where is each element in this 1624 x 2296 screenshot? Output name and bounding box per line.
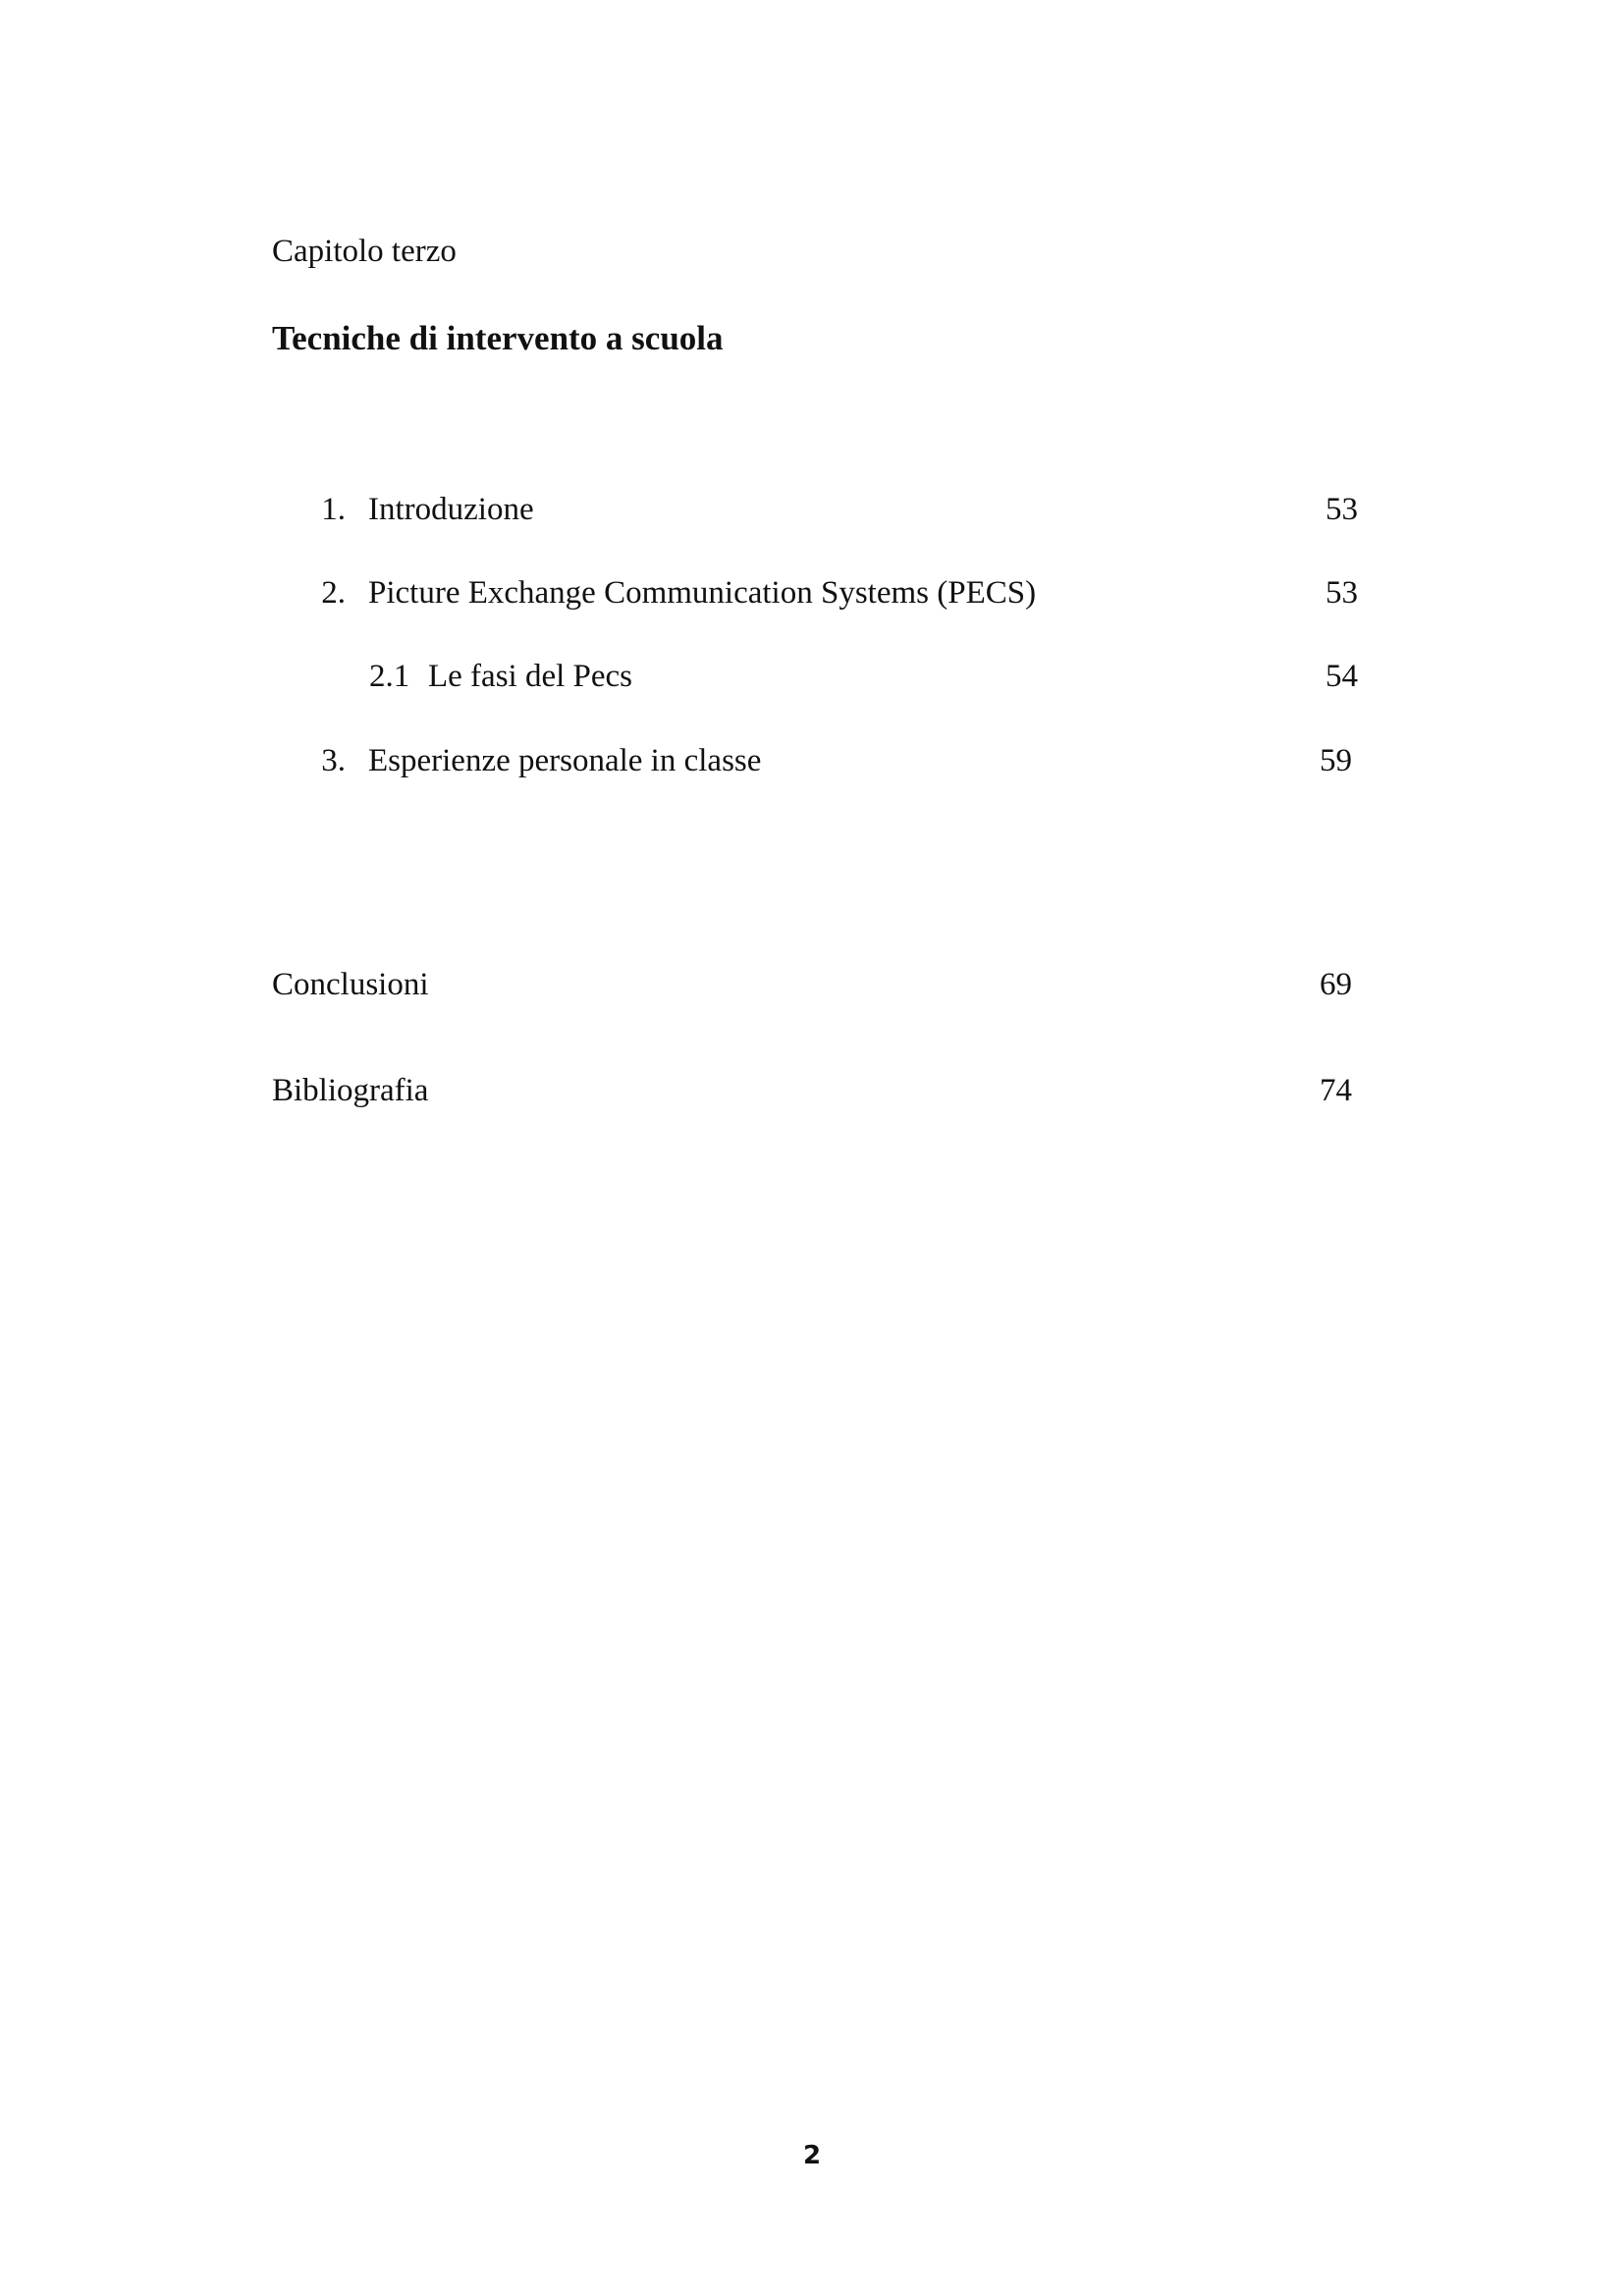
toc-entry-title: Conclusioni [272, 967, 429, 1002]
toc-entry-title: Introduzione [368, 492, 534, 527]
toc-entry-page: 59 [1320, 743, 1352, 778]
toc-entry-title: Le fasi del Pecs [428, 659, 633, 694]
toc-entry-page: 69 [1320, 967, 1352, 1002]
toc-entry-page: 53 [1326, 575, 1358, 611]
toc-entry-number: 3. [321, 743, 346, 778]
toc-entry-number: 2.1 [369, 659, 410, 694]
toc-entry-title: Esperienze personale in classe [368, 743, 762, 778]
toc-entry-page: 53 [1326, 492, 1358, 527]
toc-entry-title: Picture Exchange Communication Systems (PECS) [368, 575, 1037, 611]
toc-entry-page: 74 [1320, 1073, 1352, 1108]
chapter-title: Tecniche di intervento a scuola [272, 319, 724, 357]
toc-entry-title: Bibliografia [272, 1073, 429, 1108]
toc-entry-number: 1. [321, 492, 346, 527]
page-number: 2 [802, 2141, 822, 2170]
chapter-label: Capitolo terzo [272, 234, 457, 269]
toc-entry-page: 54 [1326, 659, 1358, 694]
toc-entry-number: 2. [321, 575, 346, 611]
